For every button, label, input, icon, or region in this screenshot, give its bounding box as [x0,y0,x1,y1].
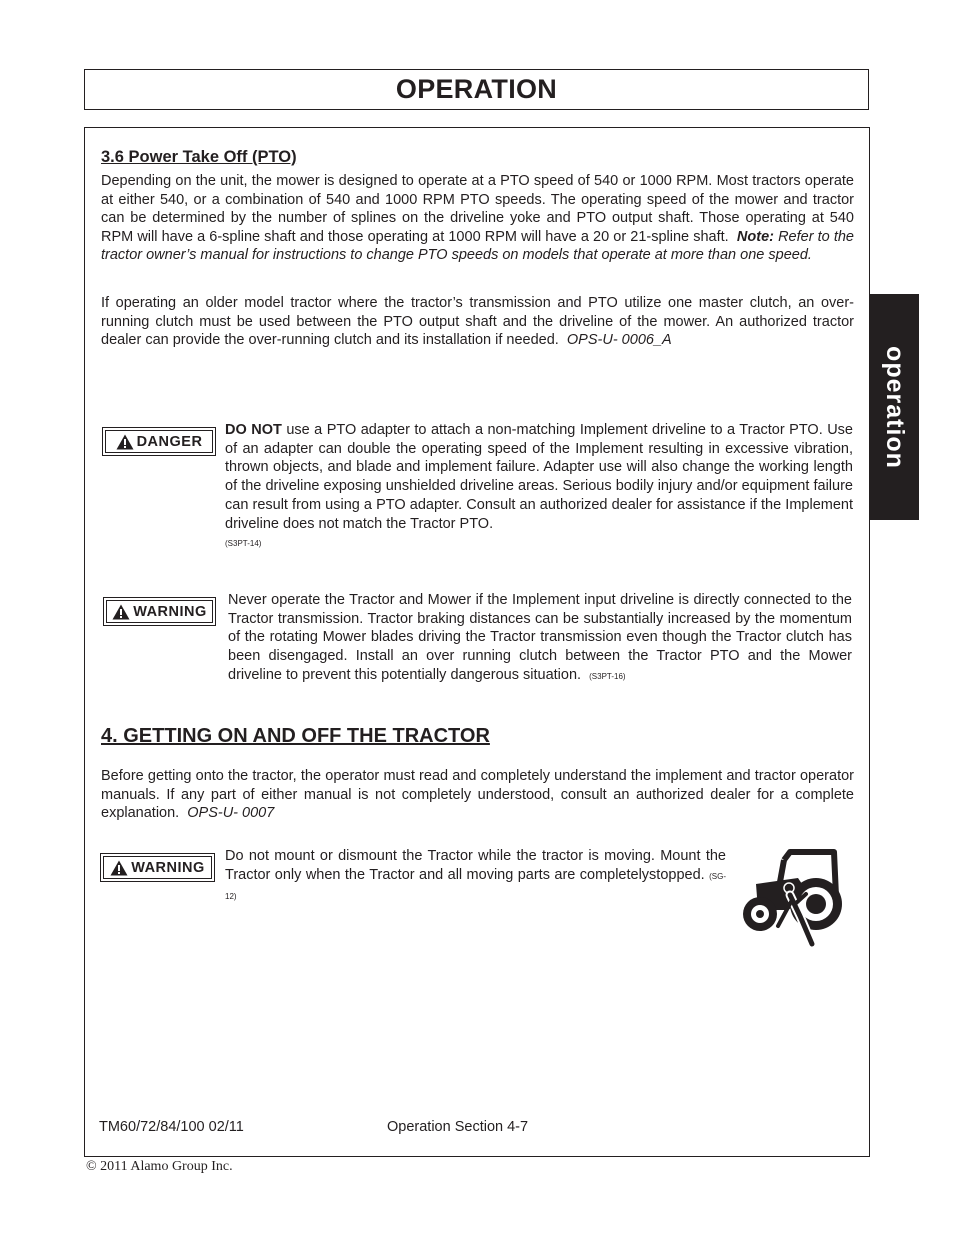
section-4-heading: 4. GETTING ON AND OFF THE TRACTOR [101,725,490,747]
warning-message-1 [228,591,852,687]
footer-model: TM60/72/84/100 02/11 [99,1119,244,1135]
side-tab [870,294,919,520]
side-tab-label: operation [881,345,909,469]
footer-section: Operation Section 4-7 [387,1119,529,1135]
copyright: © 2011 Alamo Group Inc. [86,1159,233,1174]
pto-paragraph-2 [101,294,854,350]
danger-lead: DO NOT [225,422,282,438]
alert-triangle-icon [112,604,130,620]
warning-text-2: Do not mount or dismount the Tractor while the tractor is moving. Mount the Tractor only when the Tractor and all moving parts are completelystopped. [225,848,726,883]
warning-sign-2-label: WARNING [131,859,205,876]
danger-sign [102,427,216,456]
alert-triangle-icon [110,860,128,876]
danger-code: (S3PT-14) [225,539,262,549]
alert-triangle-icon [116,434,134,450]
tractor-hazard-icon [740,848,846,950]
section-4-code: OPS-U- 0007 [187,805,275,822]
section-3-6-heading: 3.6 Power Take Off (PTO) [101,148,297,166]
note-text: Refer to the tractor owner’s manual for instructions to change PTO speeds on models that operate at more than one speed. [101,228,854,264]
danger-message [225,421,853,554]
page-title: OPERATION [395,74,558,104]
pto-paragraph-1-text: Depending on the unit, the mower is designed to operate at a PTO speed of 540 or 1000 RPM. Most tractors operate at either 540, or a combination of 540 and 1000 RPM PTO speeds. The operating speed of the mower and tractor can be determined by the number of splines on the driveline yoke and PTO output shaft. Those operating at 540 RPM will have a 6-spline shaft and those operating at 1000 RPM will have a 20 or 21-spline shaft. [101,173,854,245]
section-4-paragraph [101,767,854,823]
warning-sign-1-label: WARNING [133,603,207,620]
danger-text: use a PTO adapter to attach a non-matching Implement driveline to a Tractor PTO. Use of an adapter can double the operating speed of the Implement resulting in excessive vibration, thrown objects, and blade and implement failure. Adapter use will also change the working length of the driveline exposing unshielded driveline areas. Serious bodily injury and/or equipment failure can result from using a PTO adapter. Consult an authorized dealer for assistance if the Implement driveline does not match the Tractor PTO. [225,422,853,532]
danger-sign-label: DANGER [136,433,203,450]
warning-code-1: (S3PT-16) [589,671,626,681]
note-label: Note: [736,228,774,245]
warning-sign-1 [103,597,216,626]
pto-paragraph-2-code: OPS-U- 0006_A [566,332,672,349]
pto-paragraph-1 [101,172,854,265]
warning-message-2 [225,847,726,907]
warning-code-2: (SG-12) [225,871,726,902]
warning-text-1: Never operate the Tractor and Mower if the Implement input driveline is directly connected to the Tractor transmission. Tractor braking distances can be substantially increased by the momentum of the rotating Mower blades driving the Tractor transmission even though the Tractor clutch has been disengaged. Install an over running clutch between the Tractor PTO and the Mower driveline to prevent this potentially dangerous situation. [228,592,852,683]
header-box [84,69,869,110]
pto-paragraph-2-text: If operating an older model tractor where the tractor’s transmission and PTO utilize one master clutch, an over-running clutch must be used between the PTO output shaft and the driveline of the mower. An authorized tractor dealer can provide the over-running clutch and its installation if needed. [101,295,854,349]
warning-sign-2 [100,853,215,882]
section-4-text: Before getting onto the tractor, the operator must read and completely understand the implement and tractor operator manuals. If any part of either manual is not completely understood, consult an authorized dealer for a complete explanation. [101,768,854,822]
